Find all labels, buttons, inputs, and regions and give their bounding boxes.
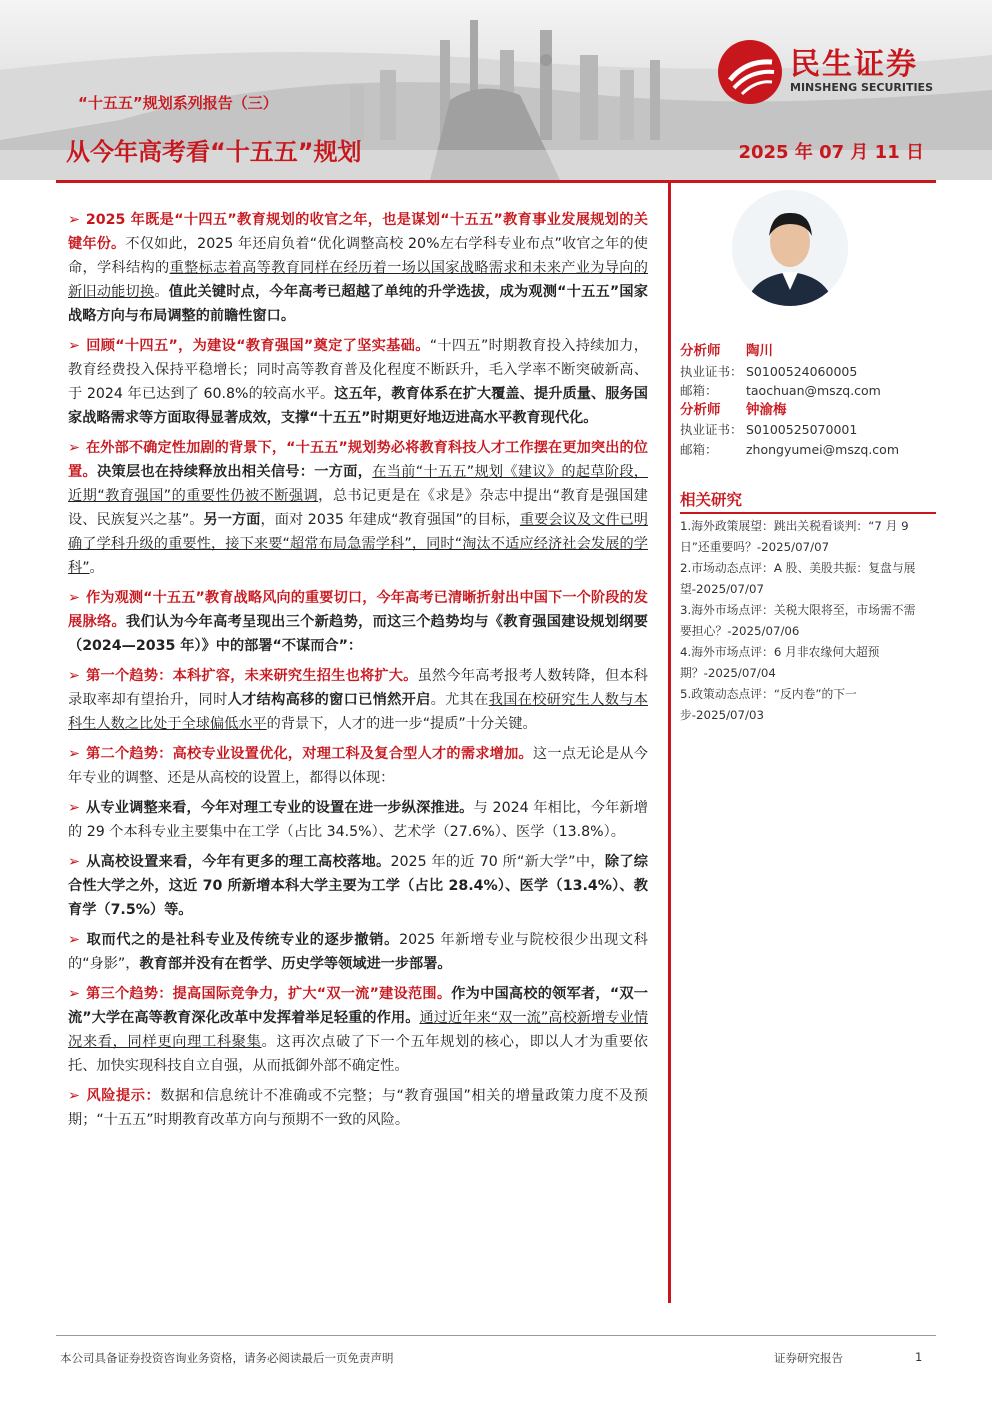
paragraph-text: 重要会议及文件已明确了学科升级的重要性，接下来要“超常布局急需学科”，同时“淘汰不适应经济社会发展的学科” (68, 512, 648, 576)
paragraph-text: 回顾“十四五”，为建设“教育强国”奠定了坚实基础。 (85, 338, 430, 354)
bullet-arrow-icon: ➢ (68, 338, 80, 354)
analyst-name-row (680, 401, 936, 421)
analyst-cert: S0100525070001 (746, 422, 858, 437)
analyst-email-row (680, 440, 936, 460)
paragraph-text: 第一个趋势：本科扩容，未来研究生招生也将扩大。 (85, 668, 418, 684)
related-research-item[interactable]: 2.市场动态点评：A 股、美股共振：复盘与展望-2025/07/07 (680, 561, 916, 596)
footer-disclaimer: 本公司具备证券投资咨询业务资格，请务必阅读最后一页免责声明 (60, 1351, 394, 1365)
paragraph-text: 不仅如此，2025 年还肩负着“优化调整高校 20%左右学科专业布点”收官之年的使命，学科结构的 (68, 236, 648, 276)
bullet-arrow-icon: ➢ (68, 746, 80, 762)
summary-paragraph (68, 928, 648, 976)
bullet-arrow-icon: ➢ (68, 590, 80, 606)
paragraph-text: 与 2024 年相比，今年新增的 29 个本科专业主要集中在工学（占比 34.5%）、艺术学（27.6%）、医学（13.8%）。 (68, 800, 648, 840)
paragraph-text: 我们认为今年高考呈现出三个新趋势，而这三个趋势均与《教育强国建设规划纲要（2024—2035 年）》中的部署“不谋而合”： (68, 614, 648, 654)
paragraph-text: 教育部并没有在哲学、历史学等领域进一步部署。 (139, 956, 452, 972)
paragraph-text: 取而代之的是社科专业及传统专业的逐步撤销。 (85, 932, 400, 948)
summary-paragraph (68, 334, 648, 430)
paragraph-text: 在外部不确定性加剧的背景下，“十五五”规划势必将教育科技人才工作摆在更加突出的位置。 (68, 440, 648, 480)
paragraph-text: 2025 年既是“十四五”教育规划的收官之年，也是谋划“十五五”教育事业发展规划的关键年份。 (68, 212, 648, 252)
paragraph-text: 除了综合性大学之外，这近 70 所新增本科大学主要为工学（占比 28.4%）、医学（13.4%）、教育学（7.5%）等。 (68, 854, 648, 918)
minsheng-logo-icon (718, 40, 782, 104)
analyst-cert-row (680, 362, 936, 382)
summary-paragraph (68, 1084, 648, 1132)
related-research-title: 相关研究 (680, 491, 743, 509)
paragraph-text: ，总书记更是在《求是》杂志中提出“教育是强国建设、民族复兴之基”。 (68, 488, 648, 528)
analyst-name: 陶川 (746, 343, 773, 359)
paragraph-text: 。尤其在 (430, 692, 489, 708)
related-research-item[interactable]: 3.海外市场点评：关税大限将至，市场需不需要担心？-2025/07/06 (680, 603, 916, 638)
paragraph-text: 另一方面 (203, 512, 261, 528)
bullet-arrow-icon: ➢ (68, 986, 80, 1002)
analyst-cert-label: 执业证书： (680, 422, 743, 437)
analyst-email-row (680, 381, 936, 401)
related-research-item[interactable]: 4.海外市场点评：6 月非农缘何大超预期？-2025/07/04 (680, 645, 880, 680)
analyst-email[interactable]: taochuan@mszq.com (746, 383, 881, 398)
bullet-arrow-icon: ➢ (68, 1088, 80, 1104)
analyst-info (680, 342, 936, 459)
paragraph-text: 人才结构高移的窗口已悄然开启 (227, 692, 431, 708)
paragraph-text: 决策层也在持续释放出相关信号：一方面， (96, 464, 373, 480)
paragraph-text: 在当前“十五五”规划《建议》的起草阶段，近期“教育强国”的重要性仍被不断强调 (68, 464, 648, 504)
paragraph-text: 通过近年来“双一流”高校新增专业情况来看，同样更向理工科聚集 (68, 1010, 649, 1050)
paragraph-text: 的背景下，人才的进一步“提质”十分关键。 (266, 716, 537, 732)
paragraph-text: ，面对 2035 年建成“教育强国”的目标， (260, 512, 520, 528)
bullet-arrow-icon: ➢ (68, 800, 80, 816)
paragraph-text: 2025 年新增专业与院校很少出现文科的“身影”， (68, 932, 648, 972)
analyst-email-label: 邮箱： (680, 441, 718, 457)
analyst-cert: S0100524060005 (746, 363, 858, 379)
related-research-item[interactable]: 1.海外政策展望：跳出关税看谈判：“7 月 9 日”还重要吗？-2025/07/07 (680, 519, 909, 554)
company-logo (718, 40, 933, 104)
report-title: 从今年高考看“十五五”规划 (66, 138, 362, 166)
footer-divider (56, 1335, 936, 1336)
paragraph-text: 从高校设置来看，今年有更多的理工高校落地。 (85, 854, 391, 870)
bullet-arrow-icon: ➢ (68, 854, 80, 870)
paragraph-text: 这五年，教育体系在扩大覆盖、提升质量、服务国家战略需求等方面取得显著成效，支撑“十五五”时期更好地迈进高水平教育现代化。 (68, 386, 648, 426)
bullet-arrow-icon: ➢ (68, 440, 80, 456)
paragraph-text: 。 (89, 560, 104, 576)
summary-body (68, 208, 648, 1138)
analyst-name: 钟渝梅 (746, 401, 787, 418)
logo-english-name: MINSHENG SECURITIES (790, 81, 933, 94)
summary-paragraph (68, 586, 648, 658)
summary-paragraph (68, 664, 648, 736)
bullet-arrow-icon: ➢ (68, 668, 80, 684)
related-research-divider (680, 512, 936, 514)
paragraph-text: 2025 年的近 70 所“新大学”中， (390, 854, 605, 870)
analyst-cert-row (680, 420, 936, 440)
logo-chinese-name: 民生证券 (790, 47, 918, 82)
analyst-email[interactable]: zhongyumei@mszq.com (746, 441, 900, 457)
paragraph-text: 第三个趋势：提高国际竞争力，扩大“双一流”建设范围。 (85, 986, 452, 1002)
analyst-photo (732, 190, 848, 306)
page-number: 1 (915, 1350, 923, 1364)
paragraph-text: 作为观测“十五五”教育战略风向的重要切口，今年高考已清晰折射出中国下一个阶段的发展脉络。 (68, 590, 648, 630)
footer-doc-type: 证券研究报告 (774, 1351, 843, 1365)
paragraph-text: 我国在校研究生人数与本科生人数之比处于全球偏低水平 (68, 692, 648, 732)
summary-paragraph (68, 208, 648, 328)
summary-paragraph (68, 436, 648, 580)
paragraph-text: 风险提示： (85, 1088, 161, 1104)
summary-paragraph (68, 982, 648, 1078)
paragraph-text: “十四五”时期教育投入持续加力，教育经费投入保持平稳增长；同时高等教育普及化程度不断跃升，毛入学率不断突破新高、于 2024 年已达到了 60.8%的较高水平。 (68, 338, 648, 402)
paragraph-text: 。这再次点破了下一个五年规划的核心，即以人才为重要依托、加快实现科技自立自强，从而抵御外部不确定性。 (68, 1034, 648, 1074)
paragraph-text: 第二个趋势：高校专业设置优化，对理工科及复合型人才的需求增加。 (85, 746, 533, 762)
report-series: “十五五”规划系列报告（三） (78, 94, 278, 112)
related-research-item[interactable]: 5.政策动态点评：“反内卷”的下一步-2025/07/03 (680, 687, 857, 722)
paragraph-text: 重整标志着高等教育同样在经历着一场以国家战略需求和未来产业为导向的新旧动能切换 (68, 260, 648, 300)
paragraph-text: 从专业调整来看，今年对理工专业的设置在进一步纵深推进。 (85, 800, 474, 816)
bullet-arrow-icon: ➢ (68, 212, 80, 228)
analyst-name-label: 分析师 (680, 343, 721, 359)
paragraph-text: 这一点无论是从今年专业的调整、还是从高校的设置上，都得以体现： (68, 746, 648, 786)
header-divider (56, 180, 936, 183)
summary-paragraph (68, 742, 648, 790)
paragraph-text: 虽然今年高考报考人数转降，但本科录取率却有望抬升，同时 (68, 668, 648, 708)
analyst-name-label: 分析师 (680, 401, 721, 418)
paragraph-text: 作为中国高校的领军者，“双一流”大学在高等教育深化改革中发挥着举足轻重的作用。 (68, 986, 648, 1026)
analyst-name-row (680, 342, 936, 362)
report-date: 2025 年 07 月 11 日 (738, 142, 924, 163)
related-research-list (680, 516, 926, 726)
summary-paragraph (68, 850, 648, 922)
analyst-cert-label: 执业证书： (680, 363, 743, 379)
paragraph-text: 值此关键时点，今年高考已超越了单纯的升学选拔，成为观测“十五五”国家战略方向与布局调整的前瞻性窗口。 (68, 284, 648, 324)
paragraph-text: 数据和信息统计不准确或不完整；与“教育强国”相关的增量政策力度不及预期；“十五五”时期教育改革方向与预期不一致的风险。 (68, 1088, 648, 1128)
summary-paragraph (68, 796, 648, 844)
bullet-arrow-icon: ➢ (68, 932, 80, 948)
analyst-email-label: 邮箱： (680, 383, 718, 398)
column-divider (668, 183, 671, 1303)
paragraph-text: 。 (154, 284, 169, 300)
header-banner (0, 0, 992, 180)
